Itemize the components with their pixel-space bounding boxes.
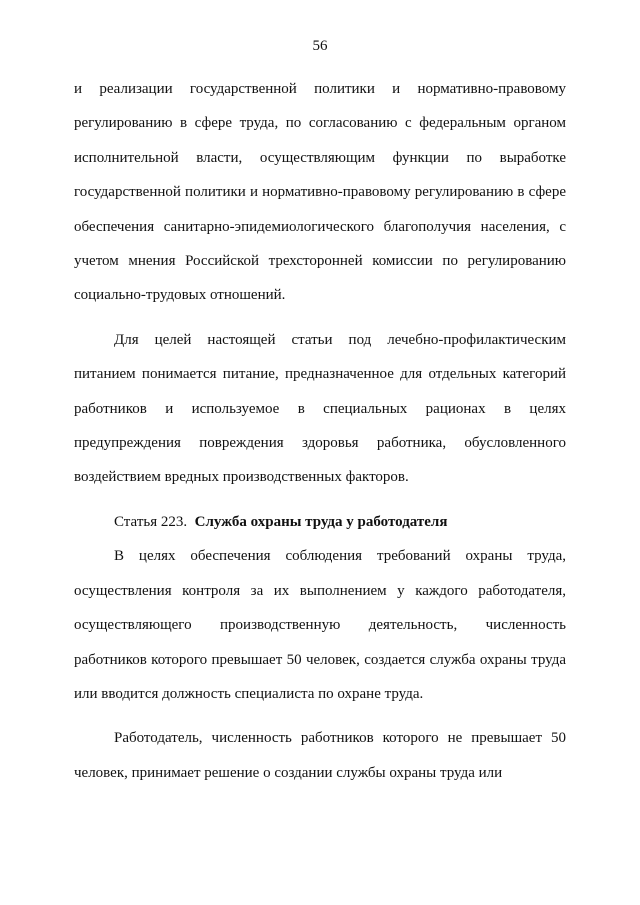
article-label: Статья 223. <box>114 513 188 530</box>
paragraph-article-body: В целях обеспечения соблюдения требований охраны труда, осуществления контроля за их выполнением у каждого работодателя, осуществляющего производственную деятельность, численность работников которого превышает 50 человек, создается служба охраны труда или вводится должность специалиста по охране труда. <box>74 548 566 702</box>
document-body <box>74 72 566 790</box>
page-number: 56 <box>312 38 328 54</box>
paragraph-employer: Работодатель, численность работников которого не превышает 50 человек, принимает решение о создании службы охраны труда или <box>74 730 566 781</box>
article-heading <box>74 505 566 539</box>
paragraph-continuation: и реализации государственной политики и нормативно-правовому регулированию в сфере труда, по согласованию с федеральным органом исполнительной власти, осуществляющим функции по выработке государственной политики и нормативно-правовому регулированию в сфере обеспечения санитарно-эпидемиологического благополучия населения, с учетом мнения Российской трехсторонней комиссии по регулированию социально-трудовых отношений. <box>74 81 566 304</box>
article-title: Служба охраны труда у работодателя <box>194 513 448 530</box>
paragraph-definition: Для целей настоящей статьи под лечебно-профилактическим питанием понимается питание, предназначенное для отдельных категорий работников и используемое в специальных рационах в целях предупреждения повреждения здоровья работника, обусловленного воздействием вредных производственных факторов. <box>74 331 566 486</box>
